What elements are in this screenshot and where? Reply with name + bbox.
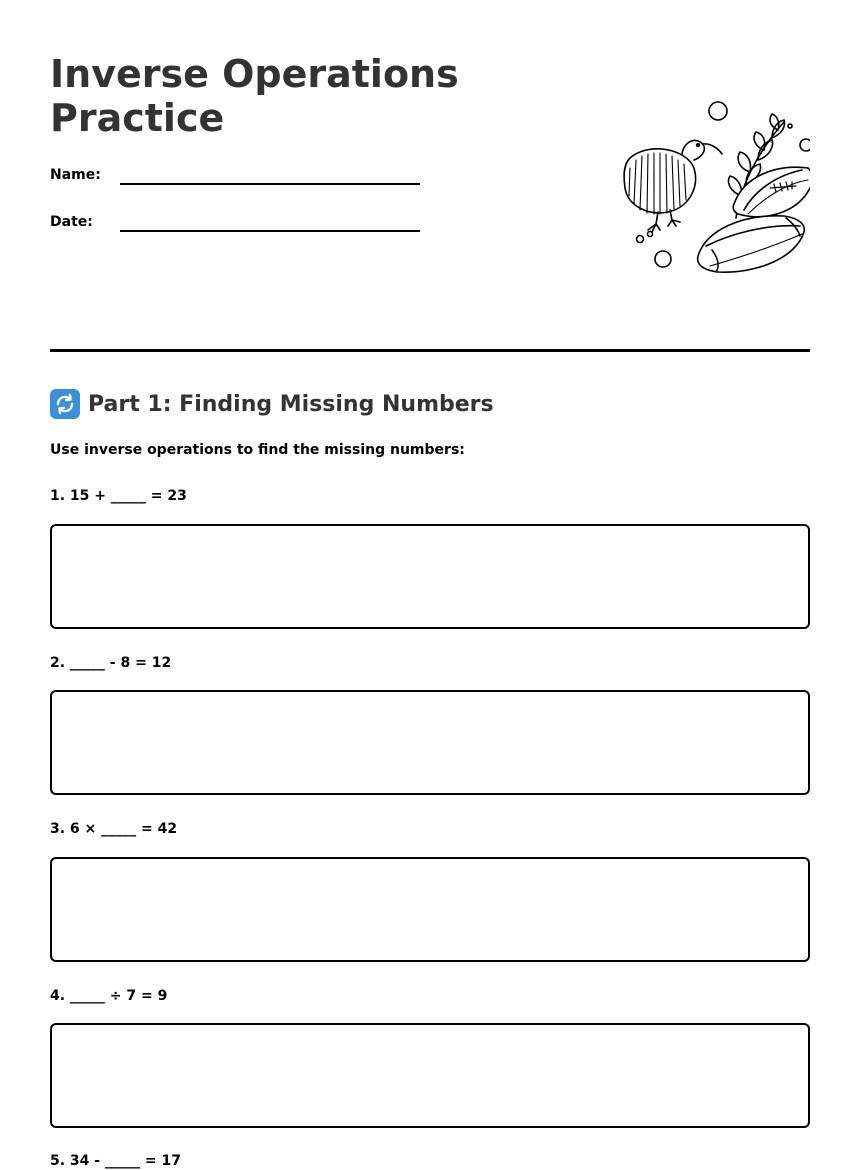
section-title: Part 1: Finding Missing Numbers bbox=[88, 391, 494, 417]
question-3: 3. 6 × _____ = 42 bbox=[50, 821, 178, 837]
question-4: 4. _____ ÷ 7 = 9 bbox=[50, 988, 168, 1004]
bubble-icon bbox=[709, 102, 727, 120]
date-label: Date: bbox=[50, 214, 93, 230]
question-5: 5. 34 - _____ = 17 bbox=[50, 1153, 181, 1169]
date-field[interactable] bbox=[50, 213, 420, 237]
kiwi-bird-icon bbox=[624, 140, 722, 232]
worksheet-page bbox=[50, 0, 810, 1169]
question-1: 1. 15 + _____ = 23 bbox=[50, 488, 187, 504]
answer-box-2[interactable] bbox=[50, 690, 810, 795]
answer-box-4[interactable] bbox=[50, 1023, 810, 1128]
name-label: Name: bbox=[50, 167, 101, 183]
bubble-icon bbox=[637, 236, 644, 243]
section-divider bbox=[50, 349, 810, 352]
title-line-2: Practice bbox=[50, 96, 225, 140]
repeat-arrows-icon bbox=[50, 389, 80, 419]
name-write-line[interactable] bbox=[120, 183, 420, 185]
date-write-line[interactable] bbox=[120, 230, 420, 232]
rugby-ball-icon bbox=[733, 167, 810, 216]
rugby-ball-icon bbox=[698, 216, 805, 272]
bubble-icon bbox=[655, 251, 671, 267]
kiwi-rugby-illustration bbox=[570, 96, 810, 286]
part-1-heading bbox=[50, 388, 494, 420]
title-line-1: Inverse Operations bbox=[50, 52, 459, 96]
answer-box-3[interactable] bbox=[50, 857, 810, 962]
worksheet-title bbox=[50, 52, 470, 140]
answer-box-1[interactable] bbox=[50, 524, 810, 629]
bubble-icon bbox=[800, 139, 810, 151]
question-2: 2. _____ - 8 = 12 bbox=[50, 655, 172, 671]
instructions-text: Use inverse operations to find the missing numbers: bbox=[50, 442, 465, 458]
bubble-icon bbox=[788, 124, 792, 128]
name-field[interactable] bbox=[50, 166, 420, 190]
